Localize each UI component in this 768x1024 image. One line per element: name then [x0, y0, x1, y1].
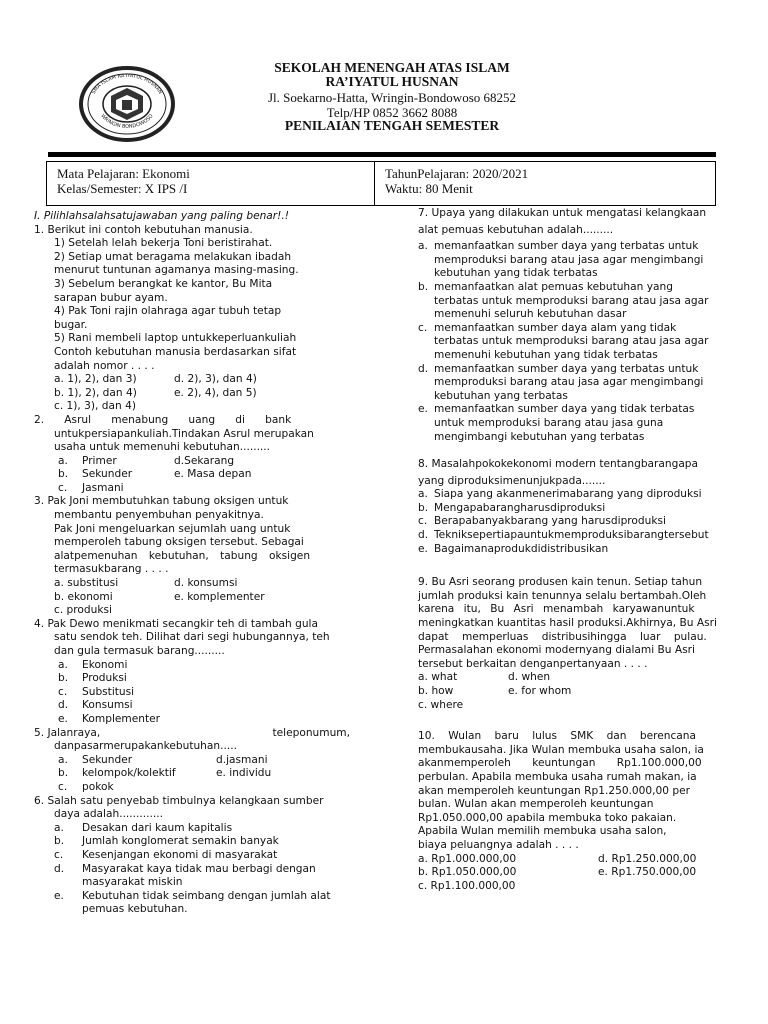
q6-option-e[interactable]: Kebutuhan tidak seimbang dengan jumlah alat [82, 889, 331, 902]
q5-option-b[interactable]: kelompok/kolektif [82, 767, 176, 780]
q1-option-b[interactable]: b. 1), 2), dan 4) [54, 386, 137, 399]
q8-option-e[interactable]: Bagaimanaprodukdidistribusikan [434, 542, 609, 555]
q7-stem: alat pemuas kebutuhan adalah......... [418, 223, 614, 236]
q9-option-d[interactable]: d. when [508, 671, 551, 684]
q8-stem: yang diproduksimenunjukpada....... [418, 474, 606, 487]
q5-option-d[interactable]: d.jasmani [216, 753, 268, 766]
q3-stem: membantu penyembuhan penyakitnya. [54, 509, 264, 522]
info-right-cell [375, 162, 715, 205]
q7-option-e-cont: mengimbangi kebutuhan yang terbatas [434, 430, 645, 443]
q7-option-a[interactable]: memanfaatkan sumber daya yang terbatas untuk [434, 240, 699, 253]
q3-stem: termasukbarang . . . . [54, 563, 169, 576]
seal-top-text: SMA ISLAM RA'IYATUL HUSNAN [90, 72, 164, 96]
q4-letter: a. [58, 658, 68, 671]
q1-stem: Contoh kebutuhan manusia berdasarkan sifat [54, 345, 297, 358]
q2-option-e[interactable]: e. Masa depan [174, 468, 252, 481]
q10-stem: bulan. Wulan akan memperoleh keuntungan [418, 798, 654, 811]
q1-option-c[interactable]: c. 1), 3), dan 4) [54, 400, 136, 413]
q6-option-d[interactable]: Masyarakat kaya tidak mau berbagi dengan [82, 862, 316, 875]
q3-option-c[interactable]: c. produksi [54, 604, 112, 617]
q10-stem: perbulan. Apabila membuka usaha rumah makan, ia [418, 770, 697, 783]
q9-option-c[interactable]: c. where [418, 698, 464, 711]
q5-stem: 5. Jalanraya, [34, 726, 101, 739]
question-6 [34, 795, 350, 917]
q10-option-b[interactable]: b. Rp1.050.000,00 [418, 866, 517, 879]
q8-option-a[interactable]: Siapa yang akanmenerimabarang yang diproduksi [434, 488, 702, 501]
q9-stem: Permasalahan ekonomi modernyang dialami Bu Asri [418, 644, 695, 657]
header-divider [48, 152, 716, 157]
q1-option-a[interactable]: a. 1), 2), dan 3) [54, 373, 137, 386]
left-column [34, 210, 350, 917]
q3-stem: 3. Pak Joni membutuhkan tabung oksigen untuk [34, 495, 289, 508]
q9-option-a[interactable]: a. what [418, 671, 458, 684]
q6-letter: c. [54, 848, 64, 861]
q10-stem: akanmemperoleh keuntungan Rp1.100.000,00 [418, 757, 702, 770]
q3-stem: alatpemenuhan kebutuhan, tabung oksigen [54, 549, 311, 562]
q3-option-b[interactable]: b. ekonomi [54, 590, 113, 603]
q3-option-d[interactable]: d. konsumsi [174, 577, 238, 590]
q4-letter: e. [58, 712, 68, 725]
q4-option-d[interactable]: Konsumsi [82, 699, 133, 712]
q7-letter: c. [418, 321, 428, 334]
q4-option-c[interactable]: Substitusi [82, 685, 135, 698]
q8-option-b[interactable]: Mengapabarangharusdiproduksi [434, 501, 606, 514]
question-2 [34, 414, 350, 496]
q7-letter: d. [418, 362, 429, 375]
subject-label: Mata Pelajaran: Ekonomi [57, 166, 190, 181]
q6-stem: 6. Salah satu penyebab timbulnya kelangkaan sumber [34, 794, 324, 807]
q1-item: sarapan bubur ayam. [54, 291, 168, 304]
q5-letter: b. [58, 767, 69, 780]
q9-stem: karena itu, Bu Asri menambah karyawanuntuk [418, 603, 695, 616]
q7-option-b[interactable]: memanfaatkan alat pemuas kebutuhan yang [434, 280, 673, 293]
q5-stem: danpasarmerupakankebutuhan..... [54, 740, 237, 753]
q2-option-c[interactable]: Jasmani [82, 481, 124, 494]
school-subname: RA’IYATUL HUSNAN [325, 74, 459, 89]
q5-stem: teleponumum, [272, 726, 350, 739]
seal-bottom-text: WRINGIN BONDOWOSO [99, 113, 155, 130]
q4-option-b[interactable]: Produksi [82, 672, 127, 685]
class-label: Kelas/Semester: X IPS /I [57, 181, 188, 196]
question-8 [418, 458, 734, 556]
right-column [418, 207, 734, 893]
school-name: SEKOLAH MENENGAH ATAS ISLAM [274, 60, 510, 75]
q7-letter: a. [418, 240, 428, 253]
q5-option-c[interactable]: pokok [82, 780, 114, 793]
q6-stem: daya adalah............. [54, 808, 163, 821]
q7-letter: e. [418, 403, 428, 416]
question-4 [34, 618, 350, 727]
q4-letter: b. [58, 672, 69, 685]
q7-option-d-cont: kebutuhan yang terbatas [434, 389, 568, 402]
q7-option-d[interactable]: memanfaatkan sumber daya yang terbatas untuk [434, 362, 699, 375]
year-label: TahunPelajaran: 2020/2021 [385, 166, 529, 181]
q4-letter: c. [58, 685, 68, 698]
q10-option-c[interactable]: c. Rp1.100.000,00 [418, 879, 516, 892]
q1-item: 3) Sebelum berangkat ke kantor, Bu Mita [54, 277, 273, 290]
info-left-cell [47, 162, 375, 205]
school-address: Jl. Soekarno-Hatta, Wringin-Bondowoso 68252 [267, 90, 516, 105]
q7-option-a-cont: memproduksi barang atau jasa agar mengimbangi [434, 253, 704, 266]
q4-stem: 4. Pak Dewo menikmati secangkir teh di tambah gula [34, 617, 318, 630]
q1-option-d[interactable]: d. 2), 3), dan 4) [174, 373, 257, 386]
q6-option-e-cont: pemuas kebutuhan. [82, 903, 188, 916]
q9-stem: tersebut berkaitan denganpertanyaan . . . . [418, 657, 648, 670]
q9-option-b[interactable]: b. how [418, 685, 454, 697]
time-label: Waktu: 80 Menit [385, 181, 473, 196]
q2-option-b[interactable]: Sekunder [82, 468, 133, 481]
q3-stem: Pak Joni mengeluarkan sejumlah uang untuk [54, 522, 291, 535]
q1-stem: 1. Berikut ini contoh kebutuhan manusia. [34, 223, 253, 236]
q5-option-e[interactable]: e. individu [216, 767, 272, 780]
instruction: I. Pilihlahsalahsatujawaban yang paling benar!.! [34, 210, 290, 222]
q3-option-a[interactable]: a. substitusi [54, 577, 119, 590]
q10-stem: akan memperoleh keuntungan Rp1.250.000,00 per [418, 784, 690, 797]
q8-letter: e. [418, 542, 428, 555]
q2-letter: b. [58, 468, 69, 481]
q1-item: bugar. [54, 318, 88, 331]
q2-stem: 2. Asrul menabung uang di bank [34, 413, 292, 426]
q2-option-d[interactable]: d.Sekarang [174, 454, 235, 467]
q10-stem: membukausaha. Jika Wulan membuka usaha salon, ia [418, 743, 704, 756]
q8-option-d[interactable]: Tekniksepertiapauntukmemproduksibarangtersebut [434, 529, 709, 542]
q9-stem: 9. Bu Asri seorang produsen kain tenun. Setiap tahun [418, 576, 703, 589]
question-1 [34, 224, 350, 414]
q2-stem: usaha untuk memenuhi kebutuhan......... [54, 441, 271, 454]
q7-option-c-cont: memenuhi kebutuhan yang tidak terbatas [434, 348, 658, 361]
q2-letter: a. [58, 454, 68, 467]
q1-item: 1) Setelah lelah bekerja Toni beristirahat. [54, 237, 273, 250]
q6-option-a[interactable]: Desakan dari kaum kapitalis [82, 821, 233, 834]
q1-stem: adalah nomor . . . . [54, 359, 155, 372]
q4-option-e[interactable]: Komplementer [82, 712, 160, 725]
q9-option-e[interactable]: e. for whom [508, 685, 572, 697]
q5-letter: c. [58, 780, 68, 793]
q6-option-d-cont: masyarakat miskin [82, 876, 183, 889]
q6-letter: d. [54, 862, 65, 875]
q10-stem: Rp1.050.000,00 apabila membuka toko pakaian. [418, 811, 677, 824]
q2-option-a[interactable]: Primer [82, 454, 117, 467]
q4-letter: d. [58, 699, 69, 712]
q6-option-b[interactable]: Jumlah konglomerat semakin banyak [82, 835, 279, 848]
q2-stem: untukpersiapankuliah.Tindakan Asrul merupakan [54, 427, 314, 440]
q7-option-b-cont: memenuhi seluruh kebutuhan dasar [434, 308, 627, 321]
q7-option-e-cont: untuk memproduksi barang atau jasa guna [434, 416, 664, 429]
exam-info-box [46, 161, 716, 206]
question-3 [34, 495, 350, 617]
question-5 [34, 727, 350, 795]
q9-stem: meningkatkan kuantitas hasil produksi.Akhirnya, Bu Asri [418, 617, 717, 630]
q7-option-a-cont: kebutuhan yang tidak terbatas [434, 267, 598, 280]
q2-letter: c. [58, 481, 68, 494]
q1-item: 5) Rani membeli laptop untukkeperluankuliah [54, 332, 297, 345]
q5-letter: a. [58, 753, 68, 766]
q3-option-e[interactable]: e. komplementer [174, 590, 265, 603]
q4-stem: dan gula termasuk barang......... [54, 645, 225, 657]
q10-stem: Apabila Wulan memilih membuka usaha salon, [418, 825, 667, 838]
q1-item: 2) Setiap umat beragama melakukan ibadah [54, 250, 292, 263]
q9-stem: jumlah produksi kain tenunnya selalu bertambah.Oleh [418, 589, 707, 602]
q10-stem: biaya peluangnya adalah . . . . [418, 838, 579, 851]
q8-letter: a. [418, 488, 428, 501]
q8-letter: b. [418, 501, 429, 514]
q7-option-b-cont: terbatas untuk memproduksi barang atau jasa agar [434, 294, 709, 307]
q10-stem: 10. Wulan baru lulus SMK dan berencana [418, 730, 696, 743]
question-7 [418, 207, 734, 444]
q7-option-e[interactable]: memanfaatkan sumber daya yang tidak terbatas [434, 403, 695, 416]
q6-letter: b. [54, 835, 65, 848]
q7-option-c-cont: terbatas untuk memproduksi barang atau jasa agar [434, 335, 709, 348]
q7-option-c[interactable]: memanfaatkan sumber daya alam yang tidak [434, 321, 677, 334]
q8-letter: d. [418, 529, 429, 542]
q10-option-a[interactable]: a. Rp1.000.000,00 [418, 852, 517, 865]
q8-stem: 8. Masalahpokokekonomi modern tentangbarangapa [418, 458, 699, 471]
question-10 [418, 730, 734, 893]
q1-option-e[interactable]: e. 2), 4), dan 5) [174, 386, 257, 399]
q4-option-a[interactable]: Ekonomi [82, 658, 128, 671]
q9-stem: dapat memperluas distribusihingga luar pulau. [418, 630, 707, 643]
q8-option-c[interactable]: Berapabanyakbarang yang harusdiproduksi [434, 515, 666, 528]
q6-option-c[interactable]: Kesenjangan ekonomi di masyarakat [82, 848, 278, 861]
q10-option-e[interactable]: e. Rp1.750.000,00 [598, 866, 697, 879]
q6-letter: e. [54, 889, 64, 902]
q7-letter: b. [418, 280, 429, 293]
q3-stem: memperoleh tabung oksigen tersebut. Sebagai [54, 536, 304, 549]
q1-item: 4) Pak Toni rajin olahraga agar tubuh tetap [54, 305, 282, 318]
q8-letter: c. [418, 515, 428, 528]
q1-item: menurut tuntunan agamanya masing-masing. [54, 264, 299, 277]
q7-stem: 7. Upaya yang dilakukan untuk mengatasi kelangkaan [418, 207, 707, 219]
school-phone: Telp/HP 0852 3662 8088 [326, 105, 458, 120]
q6-letter: a. [54, 821, 64, 834]
question-9 [418, 576, 734, 712]
q7-option-d-cont: memproduksi barang atau jasa agar mengimbangi [434, 376, 704, 389]
q4-stem: satu sendok teh. Dilihat dari segi hubungannya, teh [54, 631, 330, 644]
q10-option-d[interactable]: d. Rp1.250.000,00 [598, 852, 697, 865]
q5-option-a[interactable]: Sekunder [82, 753, 133, 766]
exam-title: PENILAIAN TENGAH SEMESTER [284, 118, 500, 133]
